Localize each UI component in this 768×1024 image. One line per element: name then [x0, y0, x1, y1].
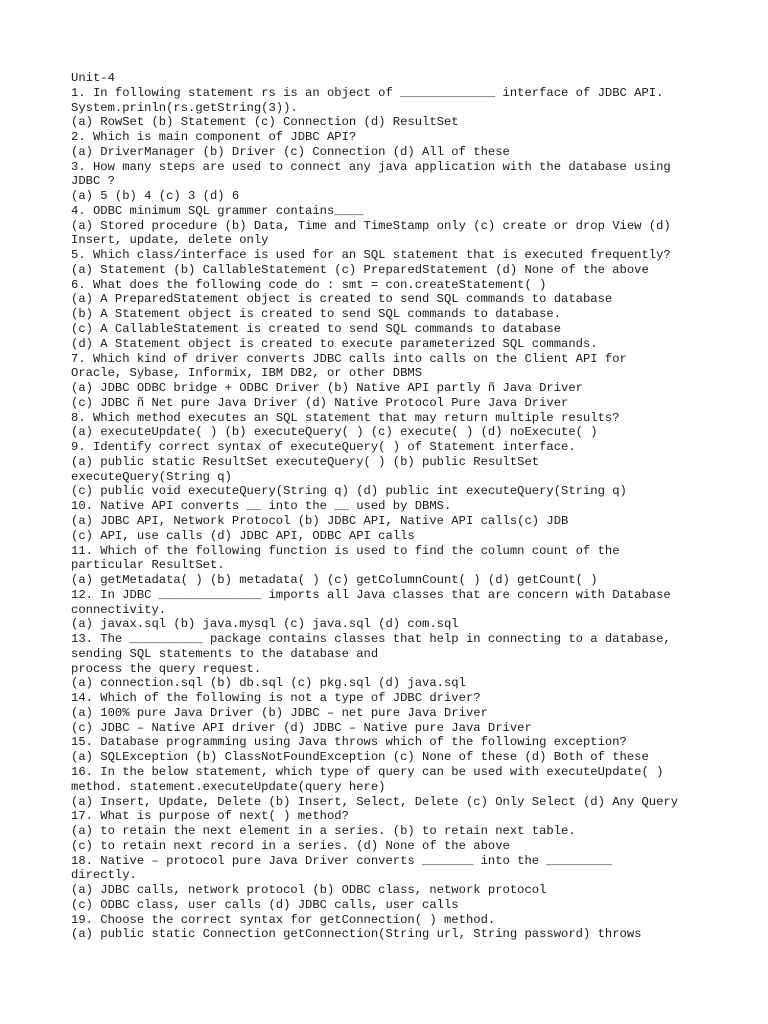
text-line: executeQuery(String q) — [71, 469, 232, 484]
text-line: JDBC ? — [71, 174, 115, 189]
text-line: (a) public static Connection getConnection(String url, String password) throws — [71, 927, 642, 942]
text-line: 5. Which class/interface is used for an SQL statement that is executed frequently? — [71, 248, 671, 263]
text-line: 2. Which is main component of JDBC API? — [71, 130, 357, 145]
text-line: (c) to retain next record in a series. (d) None of the above — [71, 838, 510, 853]
text-line: (a) executeUpdate( ) (b) executeQuery( ) (c) execute( ) (d) noExecute( ) — [71, 425, 598, 440]
text-line: (a) javax.sql (b) java.mysql (c) java.sql (d) com.sql — [71, 617, 459, 632]
text-line: 16. In the below statement, which type of query can be used with executeUpdate( ) — [71, 764, 664, 779]
text-line: 7. Which kind of driver converts JDBC calls into calls on the Client API for — [71, 351, 627, 366]
text-line: 3. How many steps are used to connect any java application with the database using — [71, 159, 671, 174]
text-line: particular ResultSet. — [71, 558, 225, 573]
text-line: (c) API, use calls (d) JDBC API, ODBC API calls — [71, 528, 415, 543]
text-line: 11. Which of the following function is used to find the column count of the — [71, 543, 620, 558]
text-line: (a) Insert, Update, Delete (b) Insert, Select, Delete (c) Only Select (d) Any Query — [71, 794, 679, 809]
text-line: System.prinln(rs.getString(3)). — [71, 100, 298, 115]
text-line: sending SQL statements to the database and — [71, 646, 379, 661]
text-line: (a) 5 (b) 4 (c) 3 (d) 6 — [71, 189, 240, 204]
text-line: (a) Statement (b) CallableStatement (c) PreparedStatement (d) None of the above — [71, 262, 649, 277]
text-line: (b) A Statement object is created to send SQL commands to database. — [71, 307, 562, 322]
text-line: (c) ODBC class, user calls (d) JDBC calls, user calls — [71, 897, 459, 912]
text-line: 15. Database programming using Java throws which of the following exception? — [71, 735, 627, 750]
text-line: 1. In following statement rs is an object of _____________ interface of JDBC API. — [71, 85, 664, 100]
text-line: (a) SQLException (b) ClassNotFoundException (c) None of these (d) Both of these — [71, 750, 649, 765]
text-line: 19. Choose the correct syntax for getConnection( ) method. — [71, 912, 496, 927]
document-page — [71, 71, 761, 942]
text-line: (a) connection.sql (b) db.sql (c) pkg.sql (d) java.sql — [71, 676, 466, 691]
text-line: 12. In JDBC ______________ imports all Java classes that are concern with Database — [71, 587, 671, 602]
text-line: 6. What does the following code do : smt = con.createStatement( ) — [71, 277, 547, 292]
text-line: 4. ODBC minimum SQL grammer contains____ — [71, 203, 364, 218]
text-line: 18. Native – protocol pure Java Driver converts _______ into the _________ — [71, 853, 613, 868]
text-line: (a) JDBC ODBC bridge + ODBC Driver (b) Native API partly ñ Java Driver — [71, 381, 583, 396]
text-line: 9. Identify correct syntax of executeQuery( ) of Statement interface. — [71, 440, 576, 455]
text-line: (a) public static ResultSet executeQuery( ) (b) public ResultSet — [71, 454, 540, 469]
text-line: directly. — [71, 868, 137, 883]
text-line: (a) JDBC API, Network Protocol (b) JDBC API, Native API calls(c) JDB — [71, 513, 569, 528]
text-line: 8. Which method executes an SQL statement that may return multiple results? — [71, 410, 620, 425]
text-line: (c) JDBC – Native API driver (d) JDBC – Native pure Java Driver — [71, 720, 532, 735]
text-line: (c) public void executeQuery(String q) (d) public int executeQuery(String q) — [71, 484, 627, 499]
text-line: 17. What is purpose of next( ) method? — [71, 809, 349, 824]
text-line: (a) 100% pure Java Driver (b) JDBC – net pure Java Driver — [71, 705, 488, 720]
text-line: Insert, update, delete only — [71, 233, 269, 248]
text-line: (a) JDBC calls, network protocol (b) ODBC class, network protocol — [71, 883, 547, 898]
text-line: process the query request. — [71, 661, 262, 676]
document-heading: Unit-4 — [71, 71, 115, 85]
text-line: 14. Which of the following is not a type of JDBC driver? — [71, 691, 481, 706]
text-line: method. statement.executeUpdate(query here) — [71, 779, 386, 794]
text-line: (a) RowSet (b) Statement (c) Connection (d) ResultSet — [71, 115, 459, 130]
text-line: (a) getMetadata( ) (b) metadata( ) (c) getColumnCount( ) (d) getCount( ) — [71, 573, 598, 588]
text-line: (a) A PreparedStatement object is created to send SQL commands to database — [71, 292, 613, 307]
text-line: connectivity. — [71, 602, 167, 617]
text-line: (a) DriverManager (b) Driver (c) Connection (d) All of these — [71, 144, 510, 159]
text-line: (a) to retain the next element in a series. (b) to retain next table. — [71, 824, 576, 839]
text-line: (c) JDBC ñ Net pure Java Driver (d) Native Protocol Pure Java Driver — [71, 395, 569, 410]
text-line: 10. Native API converts __ into the __ used by DBMS. — [71, 499, 452, 514]
text-line: (c) A CallableStatement is created to send SQL commands to database — [71, 322, 562, 337]
text-line: Oracle, Sybase, Informix, IBM DB2, or other DBMS — [71, 366, 423, 381]
text-line: (d) A Statement object is created to execute parameterized SQL commands. — [71, 336, 598, 351]
text-line: 13. The __________ package contains classes that help in connecting to a database, — [71, 632, 671, 647]
text-line: (a) Stored procedure (b) Data, Time and TimeStamp only (c) create or drop View (d) — [71, 218, 671, 233]
